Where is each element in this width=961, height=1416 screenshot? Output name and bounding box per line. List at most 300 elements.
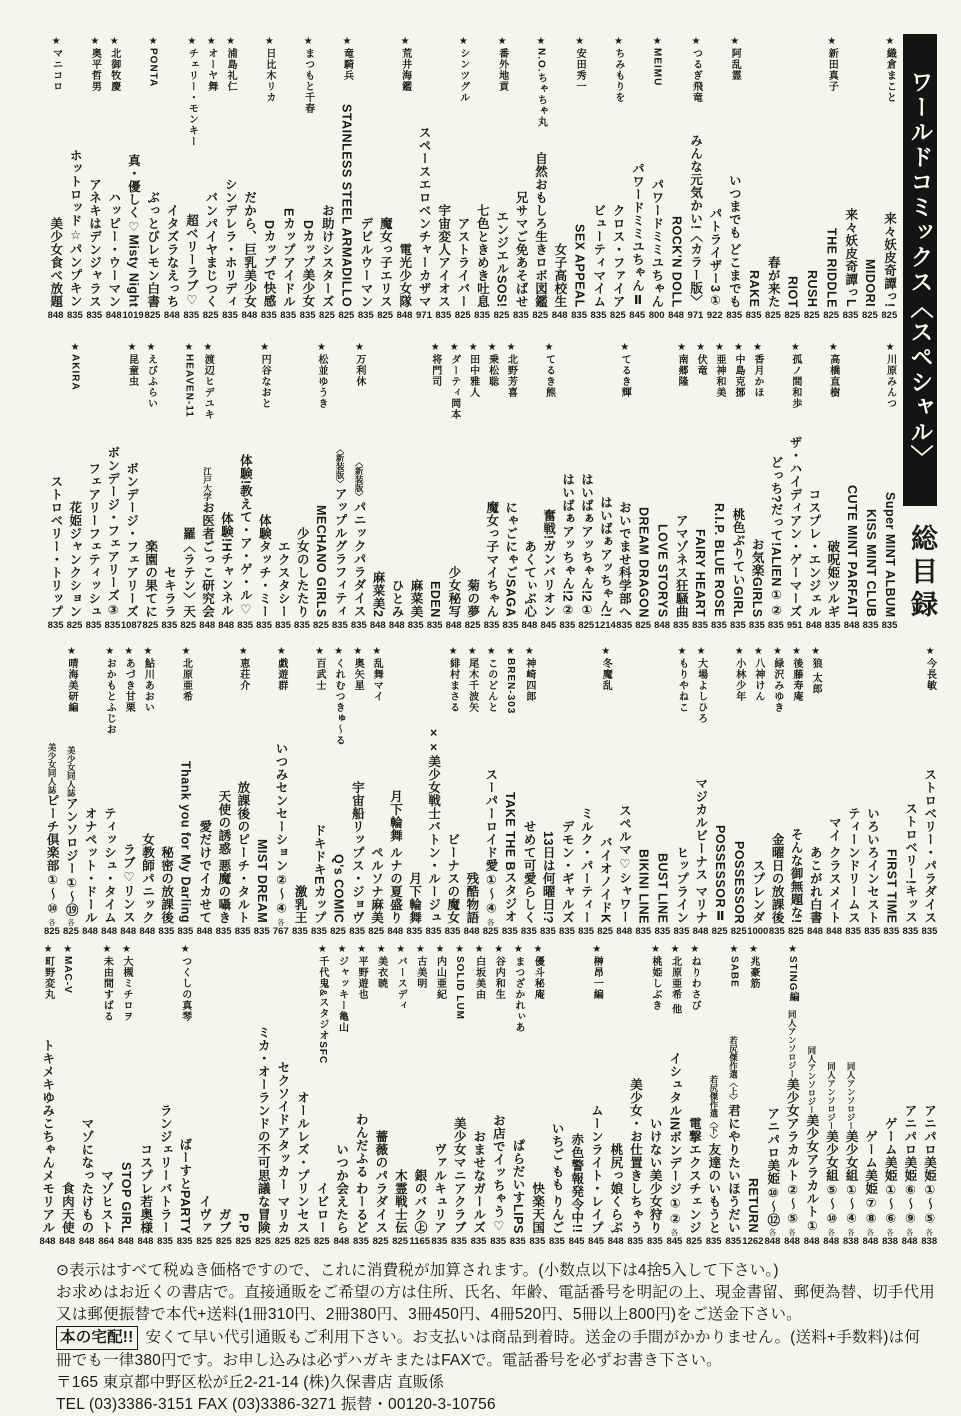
entry-price — [59, 1237, 75, 1247]
band-4 — [38, 944, 939, 1246]
price-value: 835 — [275, 619, 291, 631]
each-mark: 各 — [827, 1228, 835, 1237]
catalog-entry — [558, 342, 577, 630]
catalog-entry — [463, 342, 482, 630]
entry-price — [902, 1229, 918, 1246]
entry-series-prefix: 同人アンソロジー — [787, 1010, 798, 1078]
entry-title: セクソイドアタッカー マリカ — [275, 1060, 290, 1234]
price-value: 835 — [215, 925, 232, 937]
entry-price — [389, 621, 405, 631]
entry-price — [597, 927, 613, 937]
catalog-entry — [805, 646, 824, 936]
entry-price — [765, 311, 781, 321]
entry-title: 月下輪舞 — [407, 871, 422, 924]
price-value: 825 — [881, 309, 898, 321]
price-value: 825 — [482, 925, 499, 937]
each-mark: 各 — [486, 918, 495, 927]
entry-title: 薔薇のパラダイス — [373, 1129, 388, 1234]
entry-title: 同人アンソロジー美少女アラカルト②〜⑤ — [785, 1010, 800, 1226]
entry-title: 江戸大学お医者ごっこ研究会 — [200, 466, 215, 618]
catalog-entry — [748, 646, 767, 936]
price-value: 835 — [824, 619, 841, 631]
entry-author: ★番外地貢 — [496, 36, 508, 92]
entry-price — [668, 311, 684, 321]
catalog-entry — [236, 342, 255, 630]
catalog-entry — [351, 944, 371, 1246]
entry-author: ★奥矢星 — [352, 646, 364, 691]
price-value: 848 — [39, 1235, 56, 1247]
entry-author: ★もりやねこ — [676, 646, 688, 713]
entry-title: TAKE THE Bスタジオ — [502, 792, 517, 924]
entry-price — [300, 311, 316, 321]
price-value: 835 — [86, 309, 103, 321]
price-value: 835 — [590, 309, 607, 321]
entry-author: ★ダーティ岡本 — [448, 342, 460, 420]
catalog-entry — [175, 944, 195, 1246]
price-value: 835 — [407, 619, 424, 631]
catalog-entry — [804, 342, 823, 630]
entry-title: 13日は何曜日!? — [541, 830, 556, 924]
catalog-entry — [596, 342, 615, 630]
price-value: 835 — [539, 925, 556, 937]
entry-price — [922, 927, 938, 937]
entry-title: 超ベリーラブ♡ — [184, 214, 199, 308]
price-value: 835 — [490, 1235, 507, 1247]
entry-price — [693, 927, 709, 937]
band-1 — [46, 36, 899, 320]
entry-title: ドキドキEカップ — [312, 823, 327, 924]
entry-title: R.I.P. BLUE ROSE — [712, 503, 727, 618]
catalog-entry — [38, 944, 58, 1246]
catalog-entry — [860, 36, 879, 320]
catalog-entry — [842, 342, 861, 630]
catalog-entry — [348, 646, 367, 936]
price-value: 848 — [803, 1235, 820, 1247]
catalog-entry — [424, 646, 443, 936]
entry-price — [532, 311, 548, 321]
entry-author: ★竜騎兵 — [341, 36, 353, 81]
price-value: 848 — [764, 1235, 781, 1247]
entry-author: ★高橋直樹 — [827, 342, 839, 398]
catalog-entry — [520, 342, 539, 630]
price-value: 835 — [311, 925, 327, 937]
entry-price — [881, 311, 897, 321]
entry-price — [494, 311, 510, 321]
entry-price — [63, 919, 79, 936]
price-value: 848 — [369, 619, 386, 631]
catalog-entry — [882, 646, 901, 936]
entry-price — [521, 927, 537, 937]
catalog-entry — [919, 944, 939, 1246]
catalog-entry — [577, 342, 596, 630]
entry-price — [86, 311, 102, 321]
entry-title: CUTE MINT PARFAIT — [844, 484, 859, 618]
price-value: 835 — [571, 309, 587, 321]
entry-author: ★谷内和生 — [493, 944, 505, 1000]
entry-price — [882, 621, 898, 631]
entry-title: ラブ♡リンス — [121, 843, 136, 924]
entry-title: いろいろインセスト — [865, 806, 880, 924]
entry-title: 赤色警報発令中!! — [569, 1133, 584, 1234]
price-value: 835 — [260, 309, 277, 321]
price-value: 835 — [748, 619, 765, 631]
each-mark: 各 — [886, 1228, 894, 1237]
price-value: 825 — [180, 619, 197, 631]
entry-price — [199, 621, 215, 631]
price-value: 835 — [158, 925, 175, 937]
catalog-entry — [462, 646, 481, 936]
price-value: 825 — [319, 309, 335, 321]
catalog-entry — [371, 944, 391, 1246]
price-value: 825 — [578, 619, 595, 631]
entry-title: 〈新装版〉パニックパラダイス — [352, 458, 367, 618]
entry-title: 美少女食べ放題 — [48, 216, 63, 308]
catalog-entry — [783, 36, 802, 320]
entry-price — [387, 927, 403, 937]
catalog-entry — [531, 36, 550, 320]
entry-title: ストロベリー・パラダイス — [922, 767, 937, 924]
entry-price — [158, 927, 174, 937]
entry-author: ★渡辺ヒデユキ — [202, 342, 214, 420]
catalog-entry — [155, 944, 175, 1246]
entry-author: ★後藤寿庵 — [791, 646, 802, 702]
price-value: 835 — [353, 1235, 369, 1247]
entry-title: THE RIDDLE — [824, 227, 839, 308]
entry-title: わんだふる わーるど — [354, 1112, 369, 1234]
price-value: 835 — [725, 1235, 742, 1247]
entry-price — [569, 1237, 585, 1247]
each-mark: 各 — [866, 1228, 875, 1237]
price-value: 767 — [272, 925, 289, 937]
entry-price — [490, 1237, 506, 1247]
entry-price — [843, 1229, 859, 1246]
entry-price — [483, 919, 499, 936]
entry-author: ★N.O.ちゃちゃ丸 — [535, 36, 547, 128]
price-value: 825 — [464, 619, 481, 631]
catalog-entry — [557, 646, 576, 936]
entry-price — [804, 1237, 820, 1247]
catalog-entry — [259, 36, 278, 320]
entry-title: 奮戦!ガンバリオン — [541, 508, 556, 618]
footer-line-order: お求めはお近くの書店で。直接通販をご希望の方は住所、氏名、年齢、電話番号を明記の上、現金書留、郵便為替、切手代用 — [56, 1284, 935, 1301]
entry-title: みんな元気かい!〈カラー版〉 — [688, 133, 703, 308]
entry-title: ばーすとPARTY — [177, 1137, 192, 1234]
price-value: 845 — [629, 309, 646, 321]
catalog-entry — [538, 646, 557, 936]
entry-author: ★晴海美研編 — [66, 646, 78, 713]
catalog-entry — [100, 646, 119, 936]
price-value: 835 — [616, 619, 633, 631]
entry-author: ★えびふらい — [145, 342, 157, 409]
entry-price — [725, 1237, 741, 1247]
entry-title: ガブ — [217, 1207, 232, 1234]
entry-price — [706, 1237, 722, 1247]
entry-price — [749, 621, 765, 631]
entry-title: STAINLESS STEEL ARMADILLO — [339, 104, 354, 308]
entry-price — [67, 621, 83, 631]
price-value: 825 — [597, 925, 614, 937]
entry-price — [157, 1237, 173, 1247]
entry-title: オナペット・ドール — [83, 806, 98, 924]
entry-title: ストロベリー・トリップ — [48, 474, 63, 618]
catalog-entry — [425, 342, 444, 630]
price-value: 835 — [902, 925, 919, 937]
entry-title: ペルソナ麻美 — [369, 845, 384, 924]
entry-price — [370, 621, 386, 631]
footer-line-postage: 又は郵便振替で本代+送料(1冊310円、2冊380円、3冊450円、4冊520円、5冊以上800円)をご送金下さい。 — [56, 1306, 802, 1323]
entry-title: 女子高校生 — [552, 242, 567, 308]
entry-price — [180, 621, 196, 631]
entry-title: 木霊戦士伝 — [393, 1168, 408, 1234]
catalog-entry — [274, 342, 293, 630]
entry-title: お助けシスターズ — [320, 203, 335, 308]
price-value: 848 — [163, 309, 180, 321]
entry-title: コスプレ・エンジェル — [806, 487, 821, 618]
price-value: 848 — [784, 1235, 800, 1247]
price-value: 848 — [445, 619, 462, 631]
entry-price — [747, 927, 768, 937]
catalog-entry — [684, 944, 704, 1246]
catalog-entry — [220, 36, 239, 320]
entry-price — [902, 927, 918, 937]
entry-title: 桃色ぶりていGIRL — [731, 507, 746, 618]
entry-title: アストライバー — [455, 216, 470, 308]
entry-title: 月下輪舞 ルナの夏盛り — [388, 789, 403, 924]
entry-series-prefix: 同人アンソロジー — [806, 1046, 817, 1114]
price-value: 825 — [142, 619, 159, 631]
catalog-entry — [443, 646, 462, 936]
price-value: 825 — [330, 925, 346, 937]
price-value: 845 — [588, 1235, 605, 1247]
entry-price — [471, 1237, 487, 1247]
catalog-entry — [766, 342, 785, 630]
catalog-entry — [825, 646, 844, 936]
catalog-entry — [252, 646, 271, 936]
footer-line-tax: ⊙表示はすべて税ぬき価格ですので、これに消費税が加算されます。(小数点以下は4捨5入して下さい。) — [56, 1262, 779, 1279]
price-value: 848 — [139, 925, 156, 937]
entry-author: ★北御牧慶 — [108, 36, 120, 92]
entry-author: ★BREN-303 — [504, 646, 516, 715]
entry-title: 真・優しく♡Misty Night — [126, 154, 141, 308]
entry-title: STOP GIRL — [119, 1162, 134, 1234]
entry-price — [142, 621, 158, 631]
contact-line: TEL (03)3386-3151 FAX (03)3386-3271 振替・00120-3-10756 — [56, 1396, 496, 1413]
price-value: 835 — [559, 619, 576, 631]
each-mark: 各 — [788, 1228, 796, 1237]
entry-price — [48, 311, 64, 321]
entry-price — [654, 621, 670, 631]
entry-author: ★オーヤ舞 — [205, 36, 217, 92]
entry-price — [216, 927, 232, 937]
catalog-entry — [647, 36, 666, 320]
catalog-entry — [863, 646, 882, 936]
catalog-entry — [329, 646, 348, 936]
entry-title: マゾヒスト — [99, 1168, 114, 1234]
catalog-entry — [628, 36, 647, 320]
entry-author: ★南郷隆 — [676, 342, 688, 387]
entry-price — [746, 311, 762, 321]
catalog-entry — [104, 36, 123, 320]
catalog-entry — [255, 342, 274, 630]
entry-price — [510, 1237, 526, 1247]
entry-title: 自然おもしろ生きロボ図鑑 — [533, 151, 548, 308]
catalog-entry — [279, 36, 298, 320]
entry-price — [610, 311, 626, 321]
catalog-entry — [861, 342, 880, 630]
entry-price — [431, 1237, 447, 1247]
entry-author: ★中島克捓 — [732, 342, 744, 398]
entry-author: ★伏竜 — [695, 342, 707, 376]
entry-price — [106, 311, 122, 321]
entry-title: お気楽GIRLS — [750, 537, 765, 618]
entry-price — [687, 311, 703, 321]
entry-author: ★新田真子 — [826, 36, 838, 92]
entry-price — [241, 311, 257, 321]
entry-price — [726, 311, 742, 321]
price-value: 835 — [470, 1235, 487, 1247]
entry-price — [445, 927, 461, 937]
entry-price — [294, 621, 310, 631]
entry-title: 電光少女隊 — [397, 242, 412, 308]
entry-author: ★STING編 — [787, 944, 799, 1003]
entry-price — [844, 621, 860, 631]
entry-title: ミカ・オーランドの不可思議な冒険 — [256, 1025, 271, 1234]
entry-author: ★ちみもりを — [612, 36, 624, 103]
entry-title: 麻菜美2 — [371, 571, 386, 618]
entry-price — [807, 927, 823, 937]
entry-title: 同人アンソロジー美少女組⑤〜⑩ — [824, 1062, 839, 1226]
price-value: 835 — [435, 309, 452, 321]
entry-author: ★ねりわさび — [689, 944, 701, 1011]
entry-title: 美少女・お仕置きしちゃう — [628, 1077, 643, 1234]
catalog-entry — [615, 342, 634, 630]
publisher-address-line: 〒165 東京都中野区松が丘2-21-14 (株)久保書店 直販係 — [56, 1374, 445, 1391]
catalog-entry — [141, 342, 160, 630]
price-value: 825 — [711, 925, 728, 937]
entry-series-prefix: 〈新装版〉 — [354, 458, 365, 501]
price-value: 835 — [711, 619, 727, 631]
entry-author: ★織倉まこと — [884, 36, 896, 103]
entry-price — [86, 621, 102, 631]
price-value: 845 — [540, 619, 557, 631]
catalog-entry — [414, 36, 433, 320]
catalog-entry — [511, 36, 530, 320]
each-mark: 各 — [768, 1228, 777, 1237]
catalog-entry — [841, 36, 860, 320]
entry-author: ★円谷なおと — [259, 342, 271, 409]
catalog-entry — [330, 342, 349, 630]
entry-title: ヒップライン — [674, 845, 689, 924]
price-value: 835 — [104, 619, 121, 631]
entry-author: ★八神けん — [752, 646, 764, 702]
entry-price — [408, 621, 424, 631]
price-value: 835 — [406, 925, 423, 937]
entry-price — [571, 311, 587, 321]
entry-price — [101, 927, 117, 937]
price-value: 835 — [451, 1235, 467, 1247]
entry-title: EDEN — [427, 580, 442, 618]
entry-title: スプレンダ — [751, 858, 765, 924]
entry-price — [98, 1237, 114, 1247]
catalog-entry — [488, 944, 508, 1246]
entry-title: にゃごにゃごSAGA — [503, 501, 518, 618]
price-value: 1019 — [122, 309, 144, 321]
catalog-entry — [375, 36, 394, 320]
entry-price — [427, 621, 443, 631]
entry-title: 美少女同人誌ピーチ倶楽部①〜⑩ — [45, 743, 60, 916]
entry-price — [513, 311, 529, 321]
catalog-entry — [672, 342, 691, 630]
price-value: 825 — [392, 1235, 409, 1247]
catalog-entry — [395, 36, 414, 320]
entry-title: ぶっとびレモン白書 — [145, 190, 160, 308]
catalog-entry — [743, 944, 763, 1246]
entry-author: ★バースディ — [395, 944, 407, 1011]
entry-title: コスプレ若奥様 — [138, 1142, 153, 1234]
entry-title: パワードミミユちゃん — [649, 177, 664, 308]
entry-price — [474, 311, 490, 321]
price-value: 835 — [444, 925, 461, 937]
entry-price — [549, 1237, 565, 1247]
entry-title: 放課後のピーチ・タルト — [235, 780, 250, 924]
entry-series-prefix: 若尻傑作選〈下〉 — [708, 1074, 719, 1143]
price-value: 1087 — [120, 619, 142, 631]
price-value: 835 — [183, 309, 200, 321]
price-value: 835 — [222, 309, 238, 321]
entry-title: RAKE — [746, 270, 761, 308]
price-value: 835 — [767, 619, 784, 631]
price-value: 825 — [861, 309, 878, 321]
entry-price — [540, 621, 556, 631]
price-value: 835 — [705, 1235, 722, 1247]
entry-title: バイオノイドK — [598, 835, 613, 924]
price-value: 825 — [803, 309, 820, 321]
price-value: 825 — [63, 925, 79, 937]
entry-title: イビロー — [315, 1181, 330, 1234]
entry-title: ゲーム美姫①〜⑥ — [883, 1117, 898, 1226]
entry-title: Eカップアイドル — [281, 207, 296, 308]
price-value: 971 — [687, 309, 704, 321]
entry-price — [845, 927, 861, 937]
entry-price — [275, 1237, 291, 1247]
entry-title: スペースエロベンチャーカザマ — [417, 125, 432, 308]
entry-title: ××美少女戦士バトン・ルージュ — [426, 725, 441, 924]
price-value: 848 — [654, 619, 671, 631]
entry-author: ★孤ノ間和歩 — [789, 342, 801, 409]
entry-title: ひとみ — [389, 578, 404, 618]
entry-title: 楽園の果てに — [143, 539, 158, 618]
price-value: 835 — [862, 619, 879, 631]
entry-title: アネキはデンジャラス — [87, 177, 102, 308]
price-value: 835 — [646, 1235, 663, 1247]
entry-title: はいばぁアッちゃん!2② — [560, 472, 575, 618]
entry-price — [256, 621, 272, 631]
catalog-entry — [405, 646, 424, 936]
catalog-entry — [61, 646, 80, 936]
entry-price — [196, 1237, 212, 1247]
catalog-entry — [214, 944, 234, 1246]
entry-title: エクスタシー — [276, 539, 291, 618]
entry-price — [559, 621, 575, 631]
entry-price — [864, 927, 880, 937]
catalog-entry — [96, 944, 116, 1246]
entry-title: イヴァ — [197, 1194, 212, 1234]
entry-title: 愛だけでイカせて — [197, 819, 212, 924]
entry-price — [255, 1237, 271, 1247]
price-value: 835 — [425, 925, 442, 937]
catalog-entry — [103, 342, 122, 630]
catalog-entry — [309, 646, 328, 936]
